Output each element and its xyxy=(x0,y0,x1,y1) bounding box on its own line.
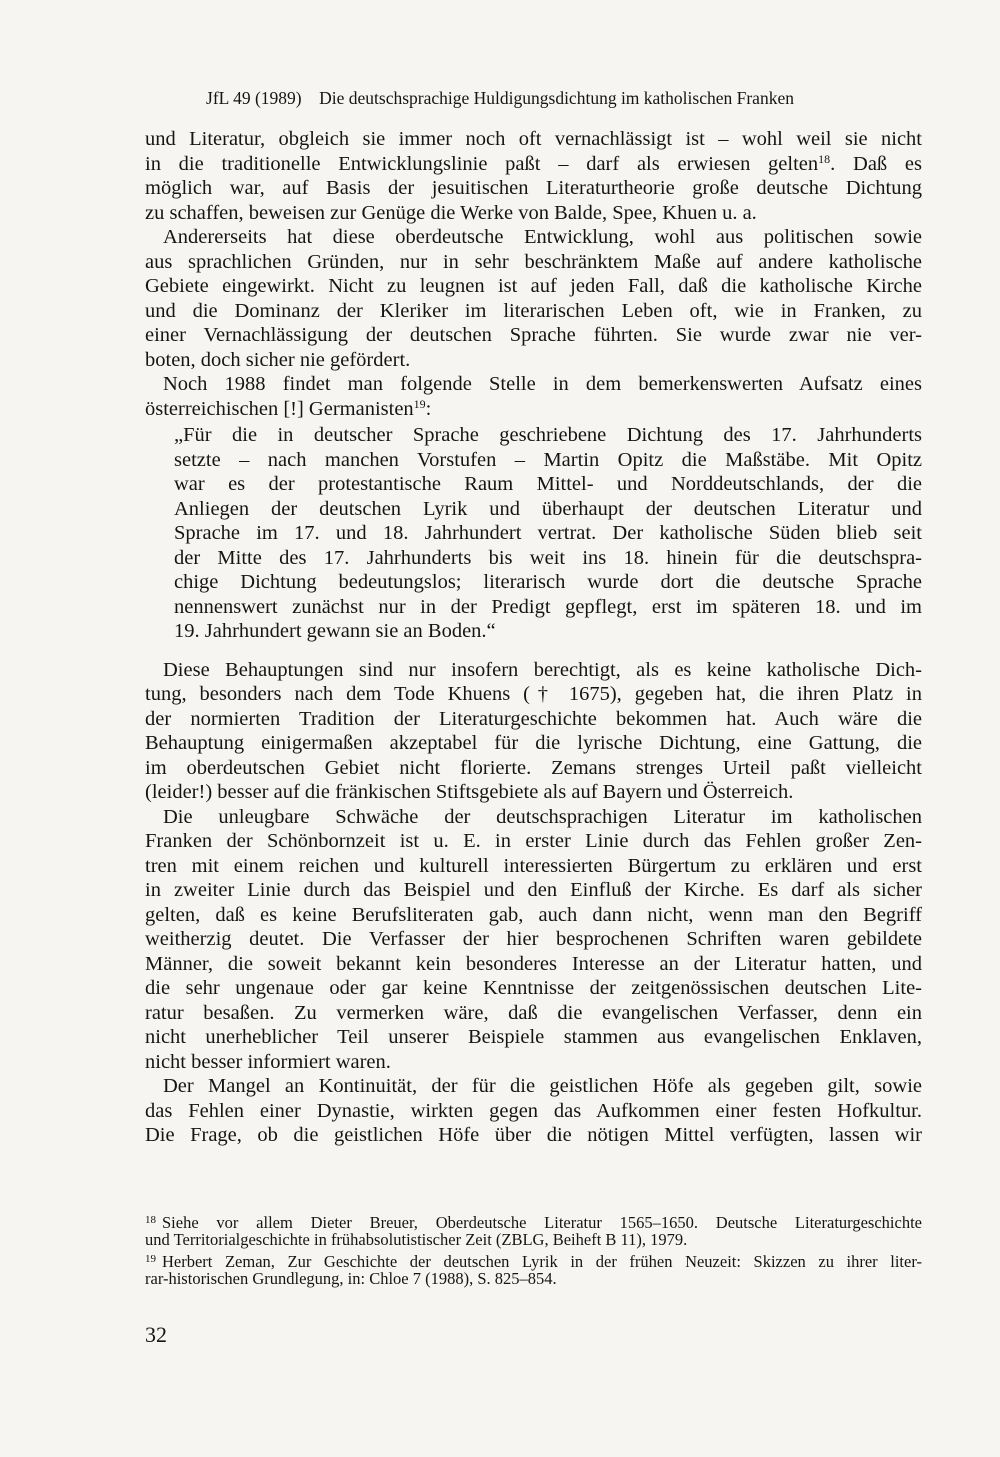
text-line: tung, besonders nach dem Tode Khuens († 1675), gegeben hat, die ihren Platz in xyxy=(145,683,922,705)
quote-line: der Mitte des 17. Jahrhunderts bis weit ins 18. hinein für die deutschspra- xyxy=(174,546,922,569)
paragraph xyxy=(145,225,922,372)
text-line: Behauptung einigermaßen akzeptabel für die lyrische Dichtung, eine Gattung, die xyxy=(145,732,922,754)
text-line: das Fehlen einer Dynastie, wirkten gegen das Aufkommen einer festen Hofkultur. xyxy=(145,1099,922,1122)
text-line: weitherzig deutet. Die Verfasser der hier besprochenen Schriften waren gebildete xyxy=(145,928,922,950)
text-line: die sehr ungenaue oder gar keine Kenntnisse der zeitgenössischen deutschen Lite- xyxy=(145,977,922,999)
quote-line: chige Dichtung bedeutungslos; literarisch wurde dort die deutsche Sprache xyxy=(174,571,922,593)
text-line: boten, doch sicher nie gefördert. xyxy=(145,348,411,371)
quote-line: Sprache im 17. und 18. Jahrhundert vertrat. Der katholische Süden blieb seit xyxy=(174,522,922,544)
page-number: 32 xyxy=(145,1322,167,1347)
text-line: Andererseits hat diese oberdeutsche Entwicklung, wohl aus politischen sowie xyxy=(163,226,922,248)
text-line: ratur besaßen. Zu vermerken wäre, daß die evangelischen Verfasser, denn ein xyxy=(145,1001,922,1024)
text-line: tren mit einem reichen und kulturell interessierten Bürgertum zu erklären und erst xyxy=(145,854,922,877)
text-line-part: : xyxy=(425,397,432,420)
article-title: Die deutschsprachige Huldigungsdichtung im katholischen Franken xyxy=(319,88,794,108)
paragraph xyxy=(145,372,922,421)
quote-line: setzte – nach manchen Vorstufen – Martin Opitz die Maßstäbe. Mit Opitz xyxy=(174,448,922,471)
footnote-line xyxy=(145,1250,922,1269)
text-line: aus sprachlichen Gründen, nur in sehr beschränktem Maße auf andere katholische xyxy=(145,250,922,273)
text-line: gelten, daß es keine Berufsliteraten gab, auch dann nicht, wenn man den Begriff xyxy=(145,903,922,926)
text-line-part: . Daß es xyxy=(830,152,922,175)
footnote-text: Siehe vor allem Dieter Breuer, Oberdeutsche Literatur 1565–1650. Deutsche Literaturgeschichte xyxy=(162,1213,922,1232)
block-quote xyxy=(145,423,922,644)
text-line: der normierten Tradition der Literaturgeschichte bekommen hat. Auch wäre die xyxy=(145,707,922,730)
footnote-line xyxy=(145,1211,922,1230)
text-line: Gebiete eingewirkt. Nicht zu leugnen ist auf jeden Fall, daß die katholische Kirche xyxy=(145,275,922,297)
text-line: nicht unerheblicher Teil unserer Beispiele stammen aus evangelischen Enklaven, xyxy=(145,1026,922,1048)
footnote-mark[interactable]: 19 xyxy=(413,396,426,411)
footnote-number: 19 xyxy=(145,1253,156,1265)
quote-line: nennenswert zunächst nur in der Predigt gepflegt, erst im späteren 18. und im xyxy=(174,595,922,618)
paragraph xyxy=(145,127,922,225)
footnote-mark[interactable]: 18 xyxy=(818,151,831,166)
text-line: nicht besser informiert waren. xyxy=(145,1050,391,1073)
text-line: und die Dominanz der Kleriker im literarischen Leben oft, wie in Franken, zu xyxy=(145,299,922,322)
footnote xyxy=(145,1250,922,1288)
main-text xyxy=(145,127,922,1148)
footnote-text: Herbert Zeman, Zur Geschichte der deutschen Lyrik in der frühen Neuzeit: Skizzen zu ihrer liter- xyxy=(162,1252,922,1271)
text-line xyxy=(145,397,922,422)
text-line: und Literatur, obgleich sie immer noch oft vernachlässigt ist – wohl weil sie nicht xyxy=(145,128,922,150)
journal-citation: JfL 49 (1989) xyxy=(206,88,302,108)
text-line-part: in die traditionelle Entwicklungslinie paßt – darf als erwiesen gelten xyxy=(145,152,819,175)
paragraph xyxy=(145,1074,922,1148)
footnotes xyxy=(145,1211,922,1289)
running-header xyxy=(0,88,1000,109)
text-line: möglich war, auf Basis der jesuitischen Literaturtheorie große deutsche Dichtung xyxy=(145,177,922,199)
text-line: einer Vernachlässigung der deutschen Sprache führten. Sie wurde zwar nie ver- xyxy=(145,324,922,346)
paragraph xyxy=(145,805,922,1075)
text-line: Die unleugbare Schwäche der deutschsprachigen Literatur im katholischen xyxy=(163,805,922,828)
footnote xyxy=(145,1211,922,1249)
quote-line: 19. Jahrhundert gewann sie an Boden.“ xyxy=(174,620,496,642)
quote-line: „Für die in deutscher Sprache geschriebene Dichtung des 17. Jahrhunderts xyxy=(174,424,922,446)
text-line: im oberdeutschen Gebiet nicht florierte. Zemans strenges Urteil paßt vielleicht xyxy=(145,756,922,779)
footnote-line: rar-historischen Grundlegung, in: Chloe 7 (1988), S. 825–854. xyxy=(145,1269,557,1288)
text-line: Franken der Schönbornzeit ist u. E. in erster Linie durch das Fehlen großer Zen- xyxy=(145,830,922,852)
text-line: Diese Behauptungen sind nur insofern berechtigt, als es keine katholische Dich- xyxy=(163,658,922,681)
text-line: zu schaffen, beweisen zur Genüge die Werke von Balde, Spee, Khuen u. a. xyxy=(145,201,757,224)
text-line-part: österreichischen [!] Germanisten xyxy=(145,397,414,420)
quote-line: Anliegen der deutschen Lyrik und überhaupt der deutschen Literatur und xyxy=(174,497,922,520)
quote-line: war es der protestantische Raum Mittel- und Norddeutschlands, der die xyxy=(174,473,922,495)
footnote-number: 18 xyxy=(145,1214,156,1226)
paragraph xyxy=(145,658,922,805)
text-line: in zweiter Linie durch das Beispiel und den Einfluß der Kirche. Es darf als sicher xyxy=(145,879,922,901)
text-line: Noch 1988 findet man folgende Stelle in dem bemerkenswerten Aufsatz eines xyxy=(163,373,922,395)
footnote-line: und Territorialgeschichte in frühabsolutistischer Zeit (ZBLG, Beiheft B 11), 1979. xyxy=(145,1230,688,1249)
text-line: Der Mangel an Kontinuität, der für die geistlichen Höfe als gegeben gilt, sowie xyxy=(163,1075,922,1097)
text-line: (leider!) besser auf die fränkischen Stiftsgebiete als auf Bayern und Österreich. xyxy=(145,781,794,803)
text-line xyxy=(145,152,922,177)
text-line: Die Frage, ob die geistlichen Höfe über die nötigen Mittel verfügten, lassen wir xyxy=(145,1124,922,1146)
text-line: Männer, die soweit bekannt kein besonderes Interesse an der Literatur hatten, und xyxy=(145,952,922,975)
